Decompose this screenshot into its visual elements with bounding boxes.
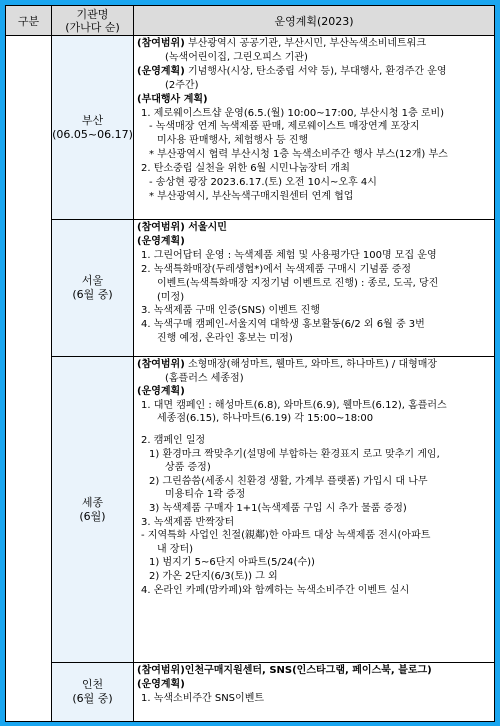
sejong-line: 3. 녹색제품 반짝장터 <box>141 516 235 528</box>
seoul-line: (참여범위) 서울시민 <box>137 222 227 233</box>
plan-incheon <box>134 663 495 722</box>
seoul-line: 3. 녹색제품 구매 인증(SNS) 이벤트 진행 <box>141 305 320 317</box>
seoul-line: 1. 그린어답터 운영 : 녹색제품 체험 및 사용평가단 100명 모집 운영 <box>141 249 437 261</box>
sejong-line: (운영계획) <box>137 386 185 398</box>
sejong-line: 세종점(6.15), 하나마트(6.19) 각 15:00~18:00 <box>157 413 374 425</box>
plan-busan: (참여범위) 부산광역시 공공기관, 부산시민, 부산녹색소비네트워크 (녹색어린이집, 그린오피스 기관) (운영계획) 기념행사(시상, 탄소중립 서약 등), 부대행사, 환경주간 운영 (2주간) (부대행사 계획) 1. 제로웨이스트샵 운영(6.5.(월) 10:00~17:00, 부산시청 1층 로비) - 녹색매장 연계 녹색제품 판매, 제로웨이스트 매장연계 포장지 미사용 판매행사, 체험행사 등 진행 * 부산광역시 협력 부산시청 1층 녹색소비주간 행사 부스(12개) 부스 2. 탄소중립 실천을 위한 6월 시민나눔장터 개최 - 송상현 광장 2023.6.17.(토) 오전 10시~오후 4시 * 부산광역시, 부산녹색구매지원센터 연계 협업 <box>134 36 495 220</box>
sejong-line: 4. 온라인 카페(맘카페)와 함께하는 녹색소비주간 이벤트 실시 <box>141 584 410 596</box>
org-incheon-name: 인천 <box>81 678 104 691</box>
sejong-line: 미용티슈 1곽 증정 <box>165 489 246 501</box>
busan-line: (부대행사 계획) <box>137 93 208 105</box>
row-seoul <box>6 220 495 357</box>
seoul-line: 진행 예정, 온라인 홍보는 미정) <box>157 333 293 345</box>
busan-line: (2주간) <box>165 79 199 91</box>
sejong-scope: (참여범위) <box>137 359 185 370</box>
busan-scope: (참여범위) <box>137 38 185 49</box>
sejong-line: 1. 대면 캠페인 : 해성마트(6.8), 와마트(6.9), 웰마트(6.12), 홈플러스 <box>141 399 447 411</box>
sejong-line: 3) 녹색제품 구매자 1+1(녹색제품 구입 시 추가 물품 증정) <box>149 502 407 514</box>
busan-line: - 녹색매장 연계 녹색제품 판매, 제로웨이스트 매장연계 포장지 <box>149 121 420 133</box>
sejong-line: 1) 환경마크 짝맞추기(설명에 부합하는 환경표지 로고 맞추기 게임, <box>149 448 440 460</box>
spacer <box>137 426 491 434</box>
sejong-line: 1) 범지기 5~6단지 아파트(5/24(수)) <box>149 557 315 569</box>
seoul-line: 2. 녹색특화매장(두레생협*)에서 녹색제품 구매시 기념품 증정 <box>141 263 412 275</box>
seoul-line: 4. 녹색구매 캠페인-서울지역 대학생 홍보활동(6/2 외 6월 중 3번 <box>141 319 425 331</box>
sejong-line: 2) 가온 2단지(6/3(토)) 그 외 <box>149 570 278 582</box>
seoul-line: 이벤트(녹색특화매장 지정기념 이벤트로 진행) : 종로, 도곡, 당진 <box>157 277 439 289</box>
header-row <box>6 6 495 36</box>
incheon-line: 1. 녹색소비주간 SNS이벤트 <box>141 692 265 704</box>
busan-line: 1. 제로웨이스트샵 운영(6.5.(월) 10:00~17:00, 부산시청 1층 로비) <box>141 107 445 119</box>
gubun-cell <box>6 36 52 722</box>
sejong-line: - 지역특화 사업인 친절(親鄰)한 아파트 대상 녹색제품 전시(아파트 <box>141 530 431 542</box>
row-incheon <box>6 663 495 722</box>
busan-line: * 부산광역시, 부산녹색구매지원센터 연계 협업 <box>149 190 354 202</box>
busan-line: * 부산광역시 협력 부산시청 1층 녹색소비주간 행사 부스(12개) 부스 <box>149 149 448 161</box>
org-busan-name: 부산 <box>81 113 104 127</box>
busan-plan-label: (운영계획) <box>137 65 185 77</box>
header-gubun: 구분 <box>6 6 52 36</box>
incheon-line: (참여범위)인천구매지원센터, SNS(인스타그램, 페이스북, 블로그) <box>137 665 432 676</box>
row-sejong <box>6 357 495 663</box>
seoul-line: (미정) <box>157 291 185 303</box>
busan-line: (녹색어린이집, 그린오피스 기관) <box>165 51 308 63</box>
org-sejong-period: (6월) <box>79 509 106 523</box>
seoul-line: (운영계획) <box>137 235 185 247</box>
header-org-line1: 기관명 <box>76 7 109 21</box>
org-seoul <box>52 220 134 357</box>
sejong-line: (홈플러스 세종점) <box>165 372 244 384</box>
plan-sejong: (참여범위) 소형매장(해성마트, 웰마트, 와마트, 하나마트) / 대형매장 (홈플러스 세종점) (운영계획) 1. 대면 캠페인 : 해성마트(6.8), 와마트(6.9), 웰마트(6.12), 홈플러스 세종점(6.15), 하나마트(6.19) 각 15:00~18:00 2. 캠페인 일정 1) 환경마크 짝맞추기(설명에 부합하는 환경표지 로고 맞추기 게임, 상품 증정) 2) 그린씀씀(세종시 친환경 생활, 가계부 플랫폼) 가입시 대 나무 미용티슈 1곽 증정 3) 녹색제품 구매자 1+1(녹색제품 구입 시 추가 물품 증정) 3. 녹색제품 반짝장터 - 지역특화 사업인 친절(親鄰)한 아파트 대상 녹색제품 전시(아파트 내 장터) 1) 범지기 5~6단지 아파트(5/24(수)) 2) 가온 2단지(6/3(토)) 그 외 4. 온라인 카페(맘카페)와 함께하는 녹색소비주간 이벤트 실시 <box>134 357 495 663</box>
org-busan <box>52 36 134 220</box>
org-incheon-period: (6월 중) <box>72 692 113 705</box>
incheon-line: (운영계획) <box>137 678 185 690</box>
busan-line: - 송상현 광장 2023.6.17.(토) 오전 10시~오후 4시 <box>149 177 377 189</box>
org-sejong <box>52 357 134 663</box>
sejong-line: 내 장터) <box>157 543 194 555</box>
header-org-line2: (가나다 순) <box>65 20 120 34</box>
sejong-line: 2. 캠페인 일정 <box>141 434 206 446</box>
sejong-line: 2) 그린씀씀(세종시 친환경 생활, 가계부 플랫폼) 가입시 대 나무 <box>149 475 428 487</box>
org-seoul-name: 서울 <box>81 274 104 287</box>
org-incheon <box>52 663 134 722</box>
busan-line: 미사용 판매행사, 체험행사 등 진행 <box>157 135 309 147</box>
org-busan-period: (06.05~06.17) <box>52 127 133 141</box>
plan-table <box>5 5 495 722</box>
busan-line: 2. 탄소중립 실천을 위한 6월 시민나눔장터 개최 <box>141 163 350 175</box>
sejong-line: 상품 증정) <box>165 462 211 474</box>
row-busan <box>6 36 495 220</box>
org-sejong-name: 세종 <box>81 495 104 509</box>
header-org <box>52 6 134 36</box>
org-seoul-period: (6월 중) <box>72 288 113 301</box>
header-plan: 운영계획(2023) <box>134 6 495 36</box>
plan-seoul <box>134 220 495 357</box>
